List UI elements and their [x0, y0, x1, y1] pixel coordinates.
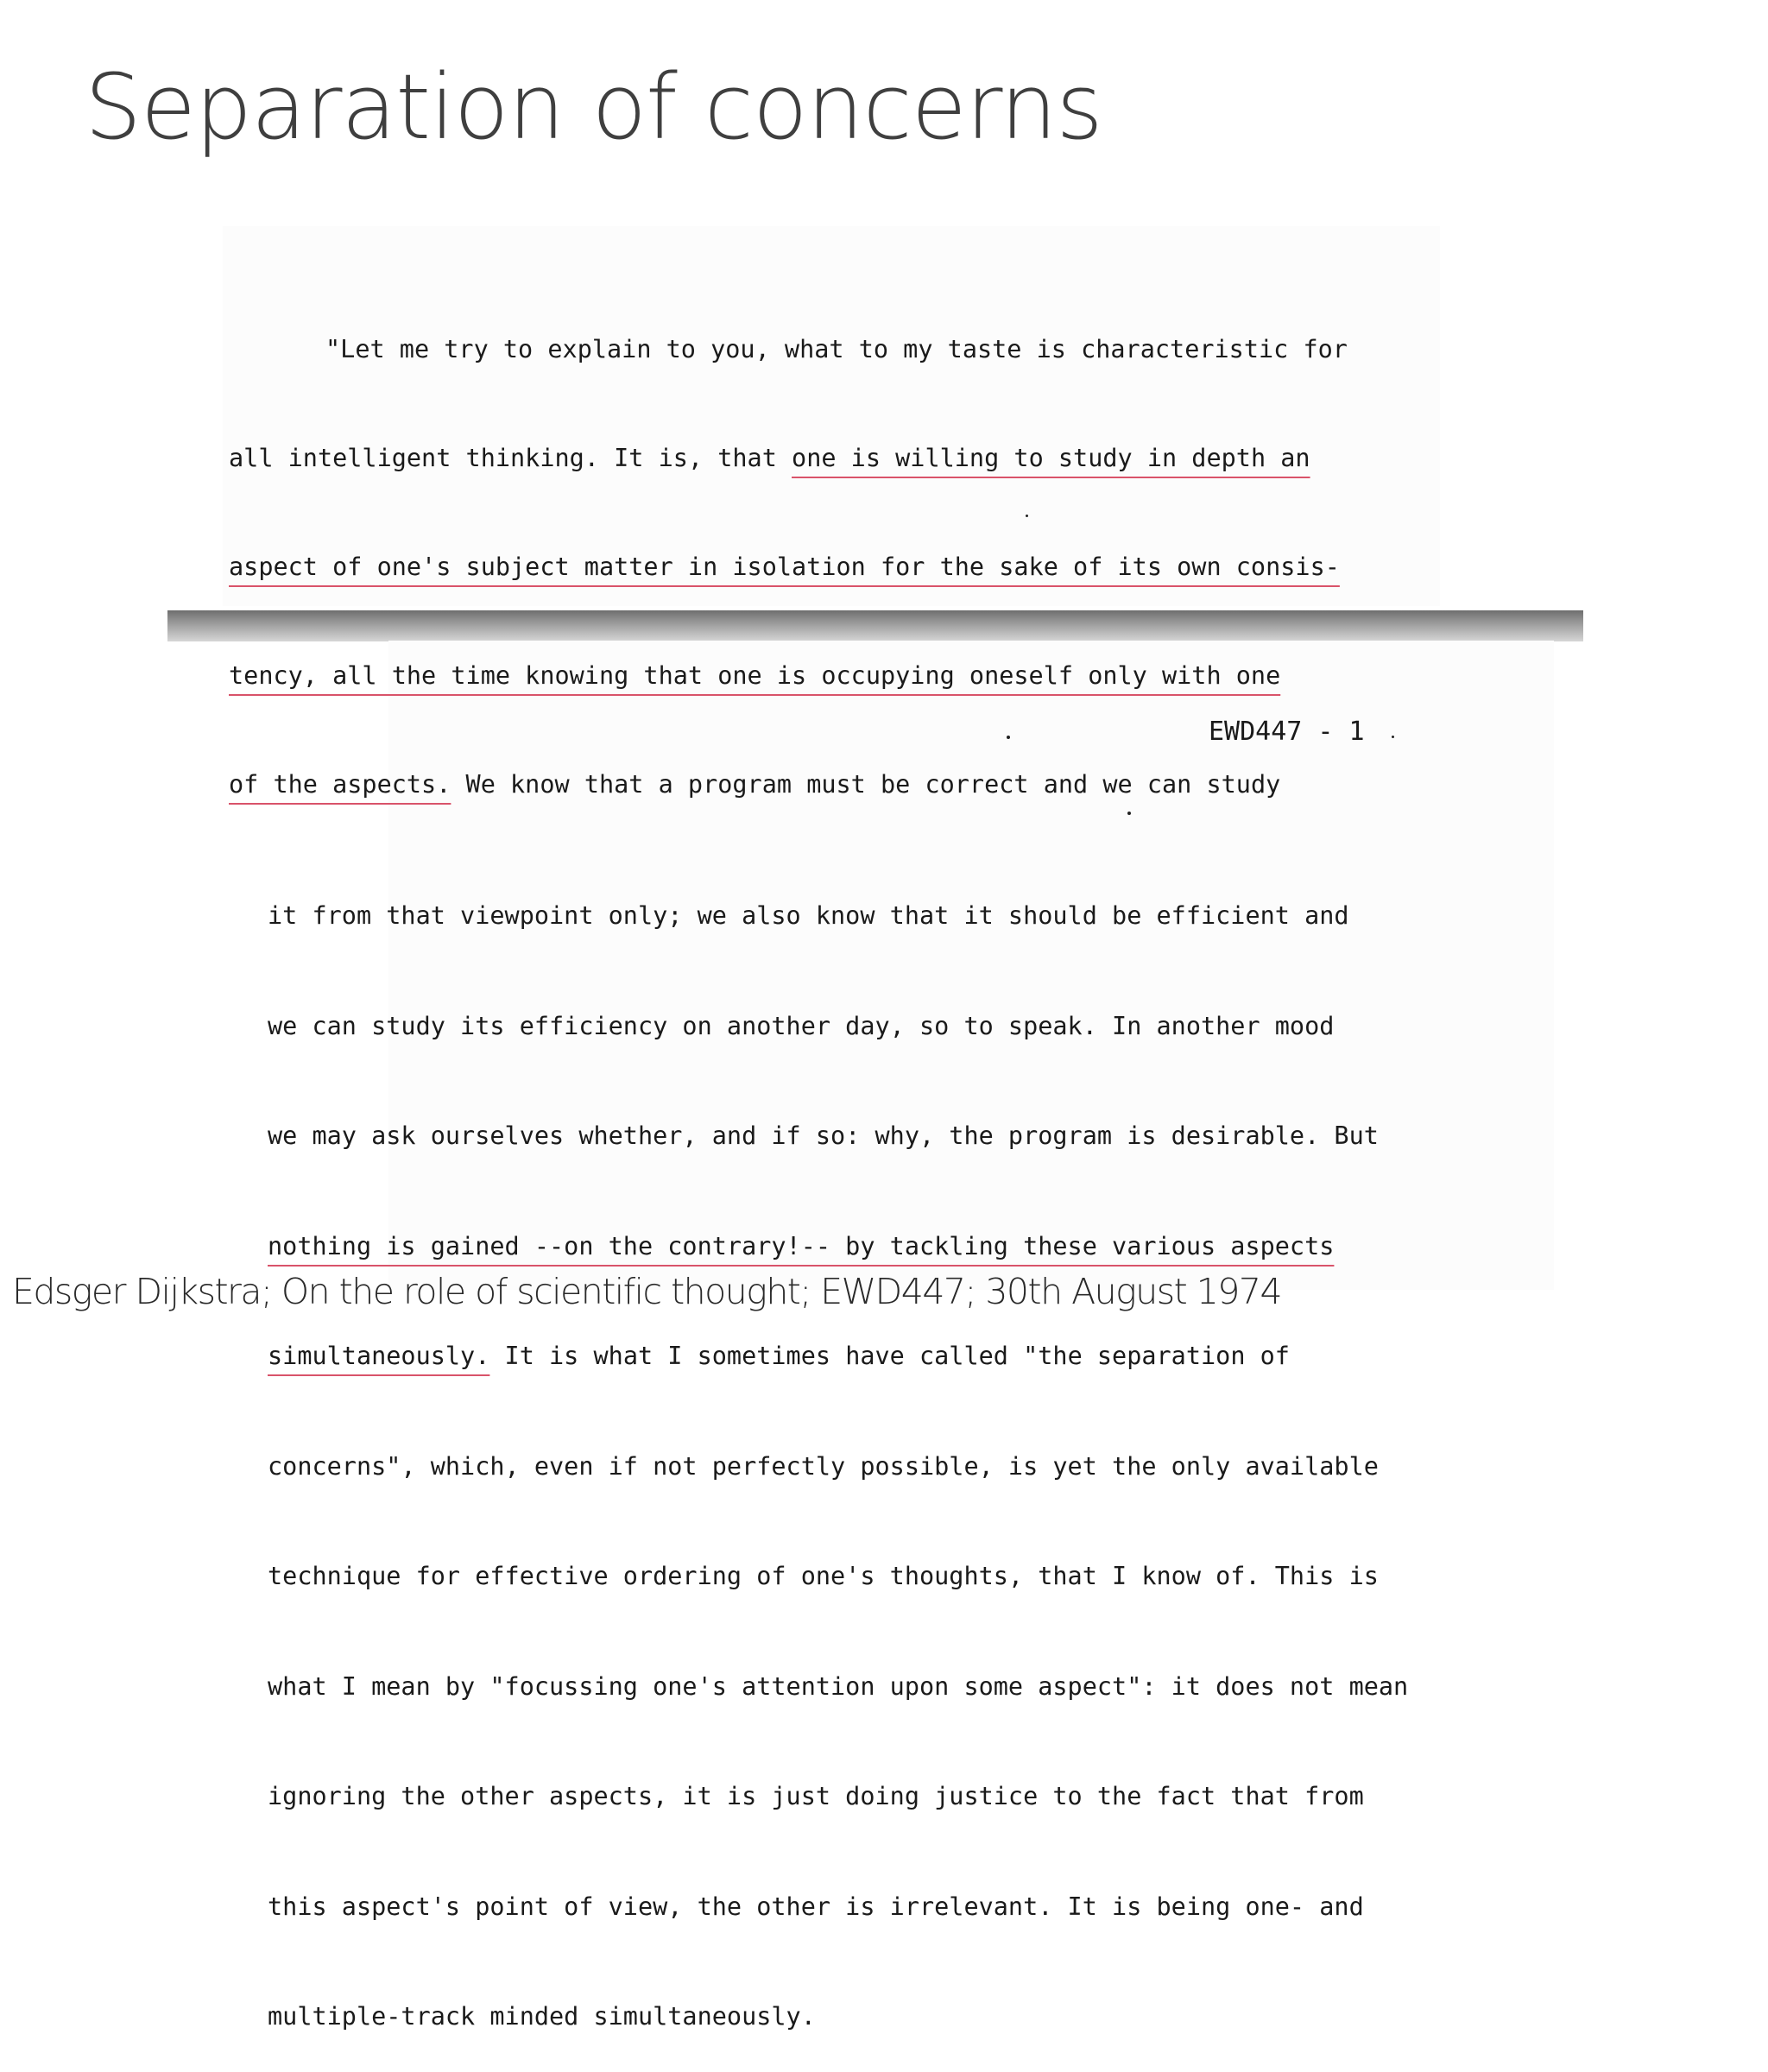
slide-title: Separation of concerns: [85, 54, 1102, 160]
text-segment: It is what I sometimes have called "the separation of: [489, 1342, 1290, 1370]
highlighted-text-line: aspect of one's subject matter in isolation for the sake of its own consis-: [229, 553, 1340, 581]
text-segment: all intelligent thinking. It is, that: [229, 444, 792, 472]
text-line: ignoring the other aspects, it is just doing justice to the fact that from: [268, 1782, 1364, 1810]
text-line: we can study its efficiency on another day, so to speak. In another mood: [268, 1011, 1335, 1040]
highlighted-text: of the aspects.: [229, 770, 451, 799]
highlighted-text-line: tency, all the time knowing that one is occupying oneself only with one: [229, 661, 1281, 690]
text-line: [268, 1338, 1408, 1375]
text-line: this aspect's point of view, the other is irrelevant. It is being one- and: [268, 1892, 1364, 1921]
text-line: what I mean by "focussing one's attention upon some aspect": it does not mean: [268, 1671, 1409, 1701]
typewritten-text-top: [229, 259, 1348, 839]
scan-speck: [1392, 736, 1394, 738]
text-line: [229, 440, 1348, 477]
text-line: we may ask ourselves whether, and if so: why, the program is desirable. But: [268, 1121, 1379, 1150]
highlighted-text-line: nothing is gained --on the contrary!-- by tackling these various aspects: [268, 1231, 1335, 1260]
text-line: "Let me try to explain to you, what to my taste is characteristic for: [325, 335, 1348, 363]
scan-speck: [1026, 515, 1028, 517]
text-line: [229, 767, 1348, 803]
page-reference: EWD447 - 1: [1209, 717, 1365, 747]
highlighted-text: one is willing to study in depth an: [792, 444, 1310, 472]
scan-speck: [1007, 736, 1010, 739]
text-line: concerns", which, even if not perfectly possible, is yet the only available: [268, 1451, 1379, 1481]
typewritten-text-bottom: [268, 824, 1408, 2072]
text-line: multiple-track minded simultaneously.: [268, 2002, 816, 2031]
scan-speck: [1127, 812, 1131, 815]
text-line: it from that viewpoint only; we also know that it should be efficient and: [268, 901, 1349, 930]
text-line: technique for effective ordering of one's thoughts, that I know of. This is: [268, 1562, 1379, 1590]
highlighted-text: simultaneously.: [268, 1342, 490, 1370]
source-caption: Edsger Dijkstra; On the role of scientific thought; EWD447; 30th August 1974: [12, 1271, 1282, 1312]
text-segment: We know that a program must be correct and we can study: [451, 770, 1281, 799]
